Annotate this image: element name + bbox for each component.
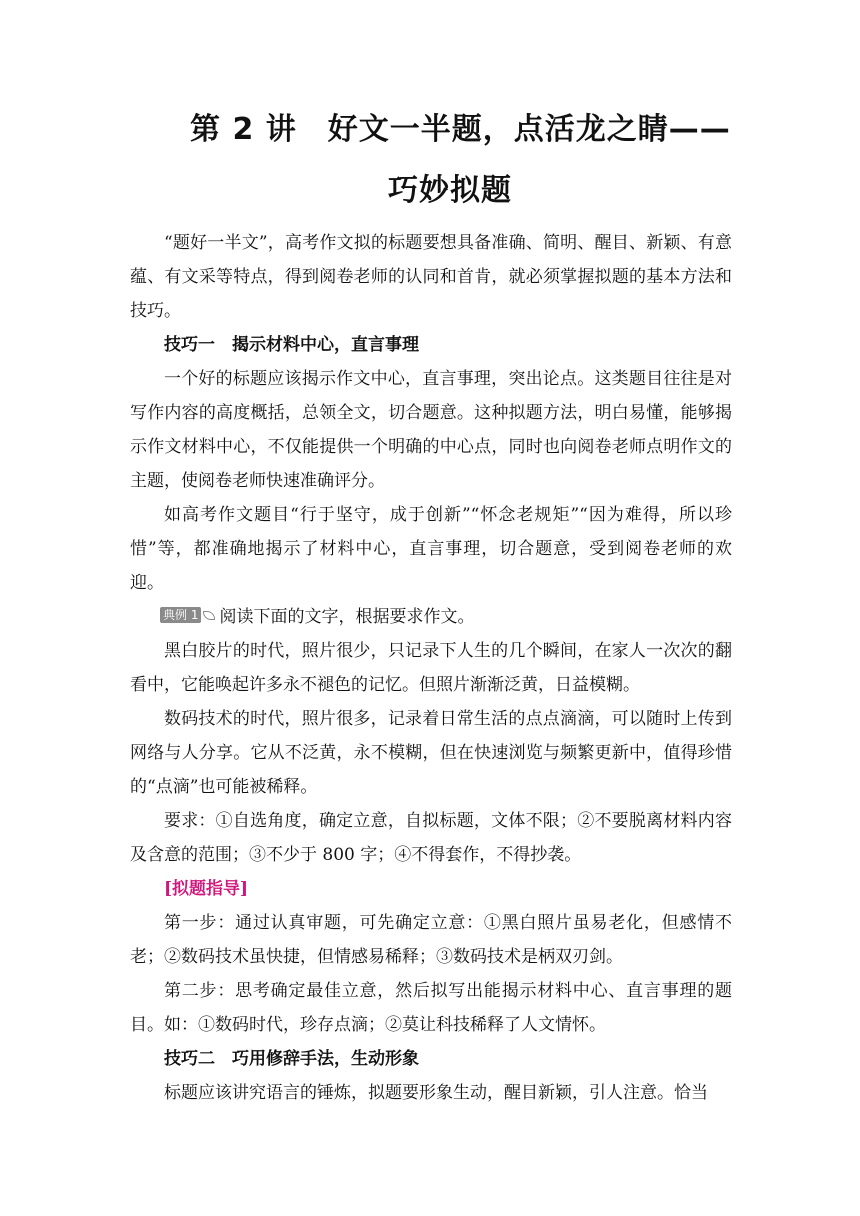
leaf-icon	[203, 611, 215, 620]
title-line-1: 第 2 讲 好文一半题，点活龙之睛——	[190, 112, 731, 147]
title-line-2: 巧妙拟题	[388, 173, 512, 208]
guide-label: [拟题指导]	[164, 879, 249, 899]
guide-step-2: 第二步：思考确定最佳立意，然后拟写出能揭示材料中心、直言事理的题目。如：①数码时代，珍存点滴；②莫让科技稀释了人文情怀。	[130, 981, 732, 1035]
tip1-heading: 技巧一 揭示材料中心，直言事理	[164, 335, 419, 355]
material-paragraph-2: 数码技术的时代，照片很多，记录着日常生活的点点滴滴，可以随时上传到网络与人分享。它从不泛黄，永不模糊，但在快速浏览与频繁更新中，值得珍惜的“点滴”也可能被稀释。	[130, 709, 732, 797]
tip1-paragraph-1: 一个好的标题应该揭示作文中心，直言事理，突出论点。这类题目往往是对写作内容的高度概括，总领全文，切合题意。这种拟题方法，明白易懂，能够揭示作文材料中心，不仅能提供一个明确的中心点，同时也向阅卷老师点明作文的主题，使阅卷老师快速准确评分。	[130, 369, 732, 491]
example-badge: 典例 1	[160, 607, 201, 623]
guide-step-1: 第一步：通过认真审题，可先确定立意：①黑白照片虽易老化，但感情不老；②数码技术虽快捷，但情感易稀释；③数码技术是柄双刃剑。	[130, 913, 732, 967]
requirements-paragraph: 要求：①自选角度，确定立意，自拟标题，文体不限；②不要脱离材料内容及含意的范围；③不少于 800 字；④不得套作，不得抄袭。	[130, 811, 732, 865]
material-paragraph-1: 黑白胶片的时代，照片很少，只记录下人生的几个瞬间，在家人一次次的翻看中，它能唤起许多永不褪色的记忆。但照片渐渐泛黄，日益模糊。	[130, 641, 732, 695]
tip1-paragraph-2: 如高考作文题目“行于坚守，成于创新”“怀念老规矩”“因为难得，所以珍惜”等，都准确地揭示了材料中心，直言事理，切合题意，受到阅卷老师的欢迎。	[130, 505, 732, 593]
example-prompt: 阅读下面的文字，根据要求作文。	[219, 607, 475, 627]
intro-paragraph: “题好一半文”，高考作文拟的标题要想具备准确、简明、醒目、新颖、有意蕴、有文采等特点，得到阅卷老师的认同和首肯，就必须掌握拟题的基本方法和技巧。	[130, 233, 732, 321]
tip2-heading: 技巧二 巧用修辞手法，生动形象	[164, 1049, 419, 1069]
tip2-paragraph-1: 标题应该讲究语言的锤炼，拟题要形象生动，醒目新颖，引人注意。恰当	[164, 1083, 708, 1103]
example-line	[160, 600, 732, 634]
